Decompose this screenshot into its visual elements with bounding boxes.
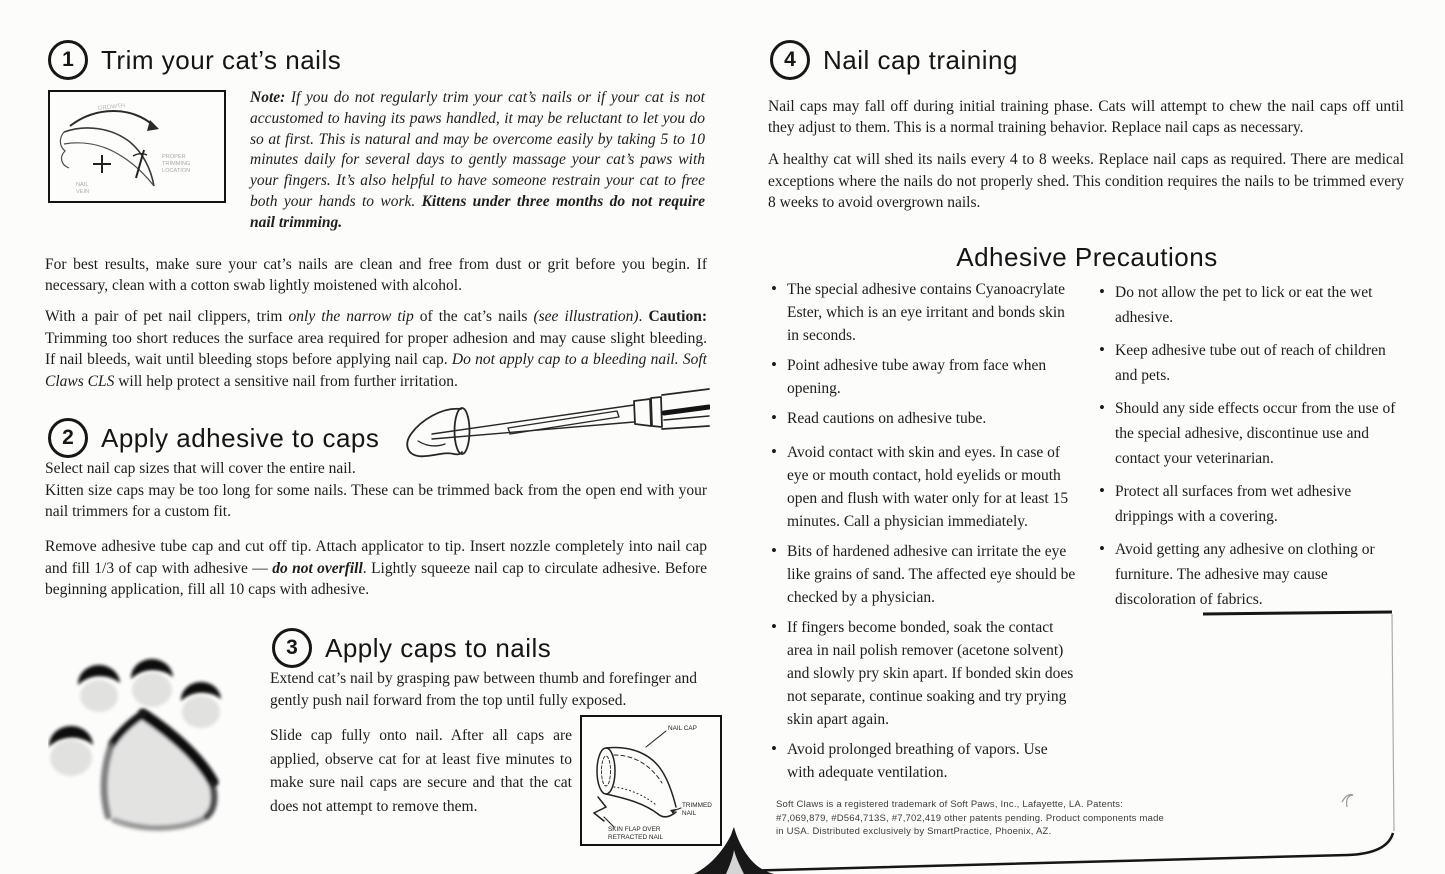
panel-edge-top-line (1203, 612, 1392, 614)
precaution-item: • Do not allow the pet to lick or eat the wet adhesive. (1098, 280, 1398, 330)
step-1-number: 1 (48, 40, 88, 80)
diagram-label-nail-cap: NAIL CAP (668, 725, 697, 732)
section3-paragraph-1: Extend cat’s nail by grasping paw between thumb and forefinger and gently push nail forward from the top until fully exposed. (270, 670, 697, 709)
precaution-item: • The special adhesive contains Cyanoacrylate Ester, which is an eye irritant and bonds skin in seconds. (770, 278, 1078, 347)
section1-header (48, 40, 341, 80)
section3-paragraph-2: Slide cap fully onto nail. After all caps are applied, observe cat for at least five minutes to make sure nail caps are secure and that the cat does not attempt to remove them. (270, 727, 572, 815)
diagram-label-growth: GROWTH (97, 103, 126, 112)
diagram-label-skin-flap-2: RETRACTED NAIL (608, 834, 664, 841)
section1-paragraph-1: For best results, make sure your cat’s nails are clean and free from dust or grit before you begin. If necessary, clean with a cotton swab lightly moistened with alcohol. (45, 256, 707, 294)
panel-edge-vertical-line (1392, 614, 1394, 831)
diagram-label-vein-2: VEIN (76, 189, 90, 195)
diagram-label-trimmed-nail-2: NAIL (682, 810, 697, 817)
section4-paragraph-2: A healthy cat will shed its nails every 4 to 8 weeks. Replace nail caps as required. There are medical exceptions where the nails do not properly shed. This condition requires the nails to be trimmed every 8 weeks to avoid overgrown nails. (768, 151, 1404, 211)
paw-print-image (48, 632, 233, 867)
precaution-item: • Protect all surfaces from wet adhesive drippings with a covering. (1098, 479, 1398, 529)
precaution-item: • Avoid getting any adhesive on clothing or furniture. The adhesive may cause discoloration of fabrics. (1098, 537, 1398, 612)
diagram-label-skin-flap-1: SKIN FLAP OVER (608, 826, 661, 833)
section3-title: Apply caps to nails (325, 632, 552, 663)
section1-note: Note: If you do not regularly trim your cat’s nails or if your cat is not accustomed to having its paws handled, it may be reluctant to let you do so at first. This is natural and may be overcome easily by taking 5 to 10 minutes daily for several days to gently massage your cat’s paws with your fingers. It’s also helpful to have someone restrain your cat to free both your hands to work. Kittens under three months do not require nail trimming. (250, 89, 705, 231)
diagram-label-trim-2: TRIMMING (162, 161, 191, 167)
nail-trimming-diagram (48, 90, 226, 203)
precaution-item: • If fingers become bonded, soak the contact area in nail polish remover (acetone solvent) and slowly pry skin apart. If bonded skin does not separate, continue soaking and try prying skin apart again. (770, 616, 1078, 731)
claw-diagram-drawing (50, 92, 222, 199)
precaution-item: • Avoid contact with skin and eyes. In case of eye or mouth contact, hold eyelids or mouth open and flush with water only for at least 15 minutes. Call a physician immediately. (770, 441, 1078, 533)
section2-paragraph-3: Remove adhesive tube cap and cut off tip. Attach applicator to tip. Insert nozzle completely into nail cap and fill 1/3 of cap with adhesive — do not overfill. Lightly squeeze nail cap to circulate adhesive. Before beginning application, fill all 10 caps with adhesive. (45, 538, 707, 598)
step-4-number: 4 (770, 40, 810, 80)
step-3-number: 3 (272, 628, 312, 668)
section2-title: Apply adhesive to caps (101, 422, 380, 453)
precaution-item: • Read cautions on adhesive tube. (770, 407, 1078, 430)
precaution-item: • Keep adhesive tube out of reach of children and pets. (1098, 338, 1398, 388)
sheet-bottom-edge-line (702, 833, 1393, 872)
diagram-label-trimmed-nail-1: TRIMMED (682, 802, 712, 809)
section1-paragraph-2: With a pair of pet nail clippers, trim only the narrow tip of the cat’s nails (see illustration). Caution: Trimming too short reduces the surface area required for proper adhesion and may cause slight bleeding. If nail bleeds, wait until bleeding stops before applying nail cap. Do not apply cap to a bleeding nail. Soft Claws CLS will help protect a sensitive nail from further irritation. (45, 308, 708, 390)
section4-title: Nail cap training (823, 44, 1018, 75)
section2-paragraph-2: Kitten size caps may be too long for some nails. These can be trimmed back from the open end with your nail trimmers for a custom fit. (45, 482, 707, 520)
legal-fine-print: Soft Claws is a registered trademark of Soft Paws, Inc., Lafayette, LA. Patents: #7,069,879, #D564,713S, #7,702,419 other patents pending. Product components made in USA. Distributed exclusively by SmartPractice, Phoenix, AZ. (776, 799, 1165, 837)
section1-title: Trim your cat’s nails (101, 44, 342, 75)
precautions-right-list (1098, 280, 1398, 620)
section2-header (48, 418, 379, 458)
precaution-item: • Avoid prolonged breathing of vapors. Use with adequate ventilation. (770, 738, 1078, 784)
section4-header (770, 40, 1018, 80)
precaution-item: • Bits of hardened adhesive can irritate the eye like grains of sand. The affected eye should be checked by a physician. (770, 540, 1078, 609)
diagram-label-trim-3: LOCATION (162, 168, 191, 174)
precaution-item: • Point adhesive tube away from face when opening. (770, 354, 1078, 400)
diagram-label-trim-1: PROPER (162, 154, 186, 160)
section4-paragraph-1: Nail caps may fall off during initial training phase. Cats will attempt to chew the nail caps off until they adjust to them. This is a normal training behavior. Replace nail caps as necessary. (768, 98, 1404, 136)
step-2-number: 2 (48, 418, 88, 458)
precautions-title: Adhesive Precautions (956, 242, 1218, 272)
scan-artifacts (690, 595, 1445, 874)
precaution-item: • Should any side effects occur from the use of the special adhesive, discontinue use and contact your veterinarian. (1098, 396, 1398, 471)
diagram-label-vein-1: NAIL (76, 182, 89, 188)
stray-mark (1342, 795, 1353, 807)
section3-header (272, 628, 551, 668)
section2-paragraph-1: Select nail cap sizes that will cover the entire nail. (45, 460, 356, 477)
